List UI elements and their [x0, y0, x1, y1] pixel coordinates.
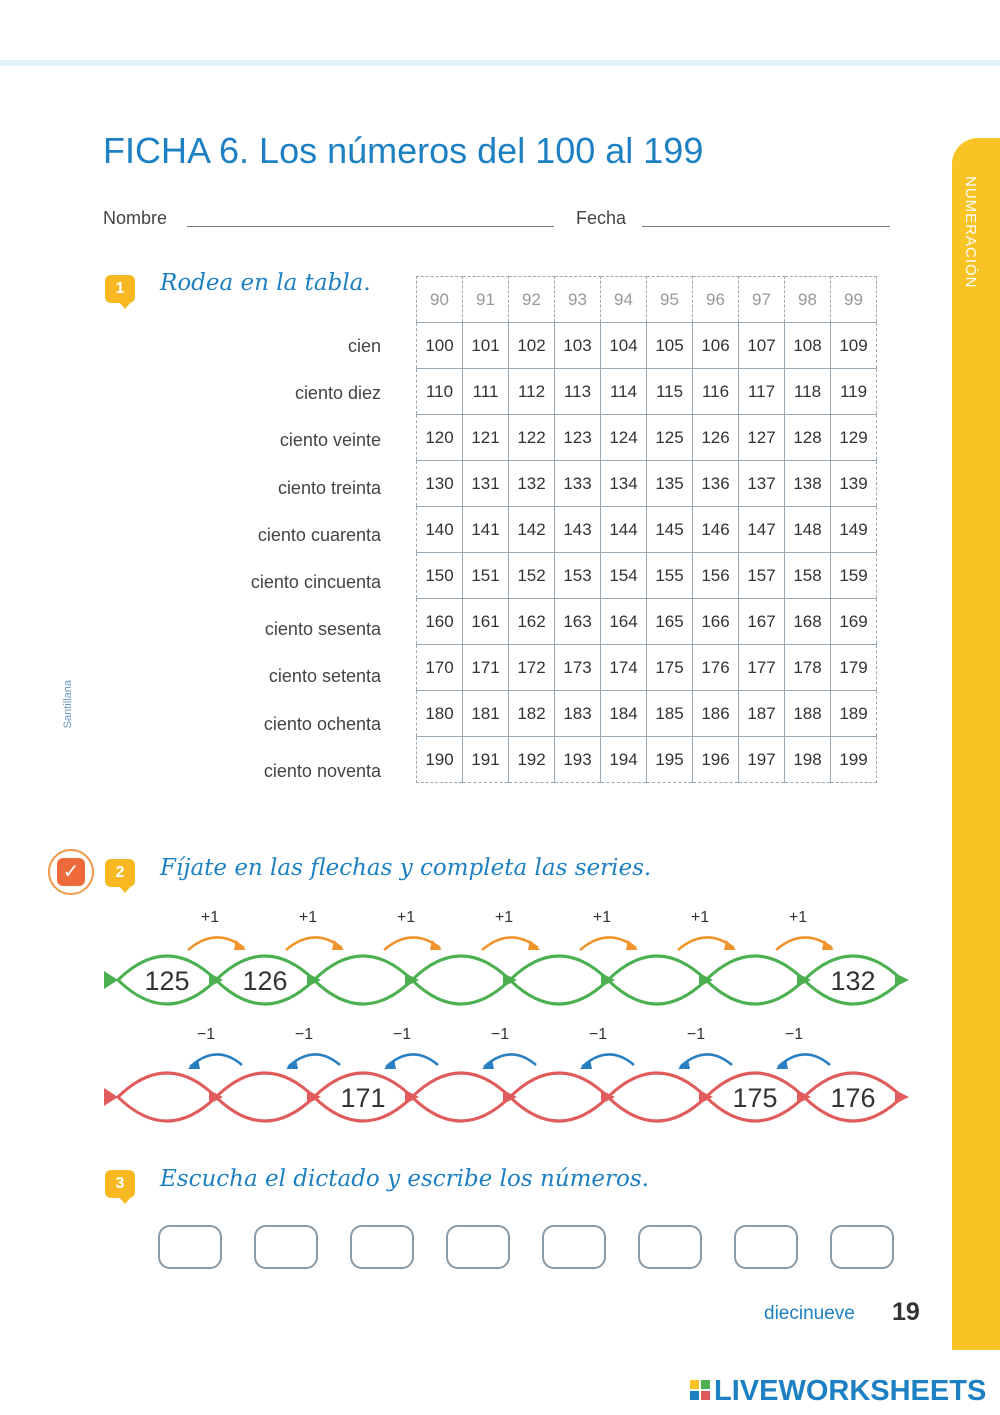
table-cell[interactable]: 140 — [417, 507, 463, 553]
table-row — [417, 369, 877, 415]
footer-page-number: 19 — [892, 1298, 920, 1326]
table-cell[interactable]: 107 — [739, 323, 785, 369]
table-row — [417, 461, 877, 507]
table-cell[interactable]: 149 — [831, 507, 877, 553]
green-series-lens — [412, 956, 510, 1004]
table-cell[interactable]: 100 — [417, 323, 463, 369]
table-cell[interactable]: 144 — [601, 507, 647, 553]
answer-input[interactable] — [830, 1225, 894, 1269]
answer-input[interactable] — [542, 1225, 606, 1269]
table-cell[interactable]: 196 — [693, 737, 739, 783]
table-cell[interactable]: 93 — [555, 277, 601, 323]
red-series-lens — [412, 1073, 510, 1121]
table-cell[interactable]: 153 — [555, 553, 601, 599]
table-cell[interactable]: 166 — [693, 599, 739, 645]
red-series-arrowhead-icon — [286, 1059, 298, 1069]
table-cell[interactable]: 106 — [693, 323, 739, 369]
side-tab — [952, 138, 1000, 1350]
table-cell[interactable]: 135 — [647, 461, 693, 507]
table-cell[interactable]: 131 — [463, 461, 509, 507]
table-cell[interactable]: 169 — [831, 599, 877, 645]
table-cell[interactable]: 175 — [647, 645, 693, 691]
table-cell[interactable]: 146 — [693, 507, 739, 553]
table-cell[interactable]: 195 — [647, 737, 693, 783]
answer-input[interactable] — [446, 1225, 510, 1269]
table-cell[interactable]: 171 — [463, 645, 509, 691]
table-cell[interactable]: 101 — [463, 323, 509, 369]
red-series-step-label: −1 — [588, 1026, 608, 1043]
table-cell[interactable]: 133 — [555, 461, 601, 507]
table-cell[interactable]: 99 — [831, 277, 877, 323]
row-label: ciento treinta — [277, 477, 381, 498]
green-series-lens — [608, 956, 706, 1004]
table-cell[interactable]: 163 — [555, 599, 601, 645]
green-series-arrowhead-icon — [822, 940, 834, 950]
table-cell[interactable]: 197 — [739, 737, 785, 783]
row-label: ciento cuarenta — [257, 524, 381, 545]
table-row — [417, 553, 877, 599]
table-cell[interactable]: 158 — [785, 553, 831, 599]
table-row — [417, 323, 877, 369]
table-cell[interactable]: 121 — [463, 415, 509, 461]
table-cell[interactable]: 128 — [785, 415, 831, 461]
green-series-value[interactable]: 126 — [242, 966, 288, 996]
table-cell[interactable]: 154 — [601, 553, 647, 599]
red-series-value[interactable]: 176 — [830, 1083, 876, 1113]
table-cell[interactable]: 132 — [509, 461, 555, 507]
green-series-step-label: +1 — [396, 909, 416, 926]
row-label: ciento sesenta — [264, 619, 381, 640]
table-row — [417, 737, 877, 783]
table-cell[interactable]: 191 — [463, 737, 509, 783]
green-series-end-marker — [895, 973, 909, 987]
answer-input[interactable] — [350, 1225, 414, 1269]
exercise-3-badge: 3 — [105, 1170, 135, 1198]
table-cell[interactable]: 127 — [739, 415, 785, 461]
table-cell[interactable]: 138 — [785, 461, 831, 507]
table-cell[interactable]: 90 — [417, 277, 463, 323]
table-cell[interactable]: 184 — [601, 691, 647, 737]
table-cell[interactable]: 179 — [831, 645, 877, 691]
red-series-step-label: −1 — [490, 1026, 510, 1043]
table-row — [417, 645, 877, 691]
table-cell[interactable]: 148 — [785, 507, 831, 553]
answer-input[interactable] — [638, 1225, 702, 1269]
red-series-step-label: −1 — [392, 1026, 412, 1043]
liveworksheets-watermark: LIVEWORKSHEETS — [714, 1375, 987, 1407]
number-table — [416, 276, 877, 783]
table-cell[interactable]: 198 — [785, 737, 831, 783]
table-cell[interactable]: 141 — [463, 507, 509, 553]
self-check-badge — [48, 849, 94, 895]
answer-input[interactable] — [158, 1225, 222, 1269]
table-cell[interactable]: 130 — [417, 461, 463, 507]
table-cell[interactable]: 118 — [785, 369, 831, 415]
table-cell[interactable]: 111 — [463, 369, 509, 415]
top-band — [0, 60, 1000, 66]
table-cell[interactable]: 176 — [693, 645, 739, 691]
red-series-arrowhead-icon — [384, 1059, 396, 1069]
green-series-arrowhead-icon — [332, 940, 344, 950]
red-series-arrowhead-icon — [678, 1059, 690, 1069]
red-series-lens — [118, 1073, 216, 1121]
exercise-2-instruction: Fíjate en las flechas y completa las series. — [160, 855, 652, 881]
red-series-step-label: −1 — [294, 1026, 314, 1043]
green-series-step-label: +1 — [788, 909, 808, 926]
green-series-lens — [510, 956, 608, 1004]
table-cell[interactable]: 124 — [601, 415, 647, 461]
footer-page-word: diecinueve — [764, 1303, 855, 1324]
answer-input[interactable] — [734, 1225, 798, 1269]
table-cell[interactable]: 164 — [601, 599, 647, 645]
table-cell[interactable]: 168 — [785, 599, 831, 645]
table-cell[interactable]: 103 — [555, 323, 601, 369]
name-field[interactable] — [187, 226, 554, 227]
table-cell[interactable]: 173 — [555, 645, 601, 691]
red-series-lens — [216, 1073, 314, 1121]
table-cell[interactable]: 115 — [647, 369, 693, 415]
red-series-arrowhead-icon — [580, 1059, 592, 1069]
table-cell[interactable]: 95 — [647, 277, 693, 323]
red-series-lens — [608, 1073, 706, 1121]
table-cell[interactable]: 178 — [785, 645, 831, 691]
table-cell[interactable]: 159 — [831, 553, 877, 599]
answer-input[interactable] — [254, 1225, 318, 1269]
table-cell[interactable]: 167 — [739, 599, 785, 645]
table-row — [417, 691, 877, 737]
table-cell[interactable]: 165 — [647, 599, 693, 645]
table-cell[interactable]: 193 — [555, 737, 601, 783]
row-label: ciento cincuenta — [250, 572, 381, 592]
exercise-3-instruction: Escucha el dictado y escribe los números. — [160, 1166, 649, 1192]
exercise-1-instruction: Rodea en la tabla. — [160, 270, 371, 296]
table-cell[interactable]: 129 — [831, 415, 877, 461]
table-cell[interactable]: 188 — [785, 691, 831, 737]
row-label: ciento diez — [294, 383, 381, 404]
green-series-value[interactable]: 125 — [144, 966, 190, 996]
table-cell[interactable]: 139 — [831, 461, 877, 507]
table-cell[interactable]: 156 — [693, 553, 739, 599]
table-cell[interactable]: 187 — [739, 691, 785, 737]
table-cell[interactable]: 172 — [509, 645, 555, 691]
red-series-lens — [510, 1073, 608, 1121]
table-cell[interactable]: 116 — [693, 369, 739, 415]
red-series-step-label: −1 — [196, 1026, 216, 1043]
green-series-arrowhead-icon — [234, 940, 246, 950]
row-label: ciento setenta — [268, 666, 381, 687]
red-series-arrowhead-icon — [776, 1059, 788, 1069]
green-series-arrowhead-icon — [528, 940, 540, 950]
table-cell[interactable]: 182 — [509, 691, 555, 737]
table-cell[interactable]: 194 — [601, 737, 647, 783]
table-cell[interactable]: 134 — [601, 461, 647, 507]
red-series-end-marker — [895, 1090, 909, 1104]
green-series-arrowhead-icon — [724, 940, 736, 950]
table-row — [417, 507, 877, 553]
exercise-2-badge: 2 — [105, 859, 135, 887]
green-series-step-label: +1 — [298, 909, 318, 926]
table-cell[interactable]: 160 — [417, 599, 463, 645]
red-series-arrowhead-icon — [188, 1059, 200, 1069]
table-cell[interactable]: 123 — [555, 415, 601, 461]
table-cell[interactable]: 112 — [509, 369, 555, 415]
table-cell[interactable]: 104 — [601, 323, 647, 369]
red-series-value[interactable]: 171 — [340, 1083, 386, 1113]
table-cell[interactable]: 161 — [463, 599, 509, 645]
table-cell[interactable]: 96 — [693, 277, 739, 323]
red-series-value[interactable]: 175 — [732, 1083, 778, 1113]
red-series-step-label: −1 — [784, 1026, 804, 1043]
table-cell[interactable]: 174 — [601, 645, 647, 691]
table-cell[interactable]: 183 — [555, 691, 601, 737]
table-cell[interactable]: 180 — [417, 691, 463, 737]
table-cell[interactable]: 152 — [509, 553, 555, 599]
green-series-lens — [706, 956, 804, 1004]
table-cell[interactable]: 110 — [417, 369, 463, 415]
table-cell[interactable]: 92 — [509, 277, 555, 323]
table-cell[interactable]: 114 — [601, 369, 647, 415]
table-cell[interactable]: 102 — [509, 323, 555, 369]
table-cell[interactable]: 94 — [601, 277, 647, 323]
publisher-label: Santillana — [62, 680, 74, 729]
liveworksheets-logo-icon — [690, 1380, 710, 1400]
table-cell[interactable]: 113 — [555, 369, 601, 415]
green-series-step-label: +1 — [690, 909, 710, 926]
green-series-step-label: +1 — [592, 909, 612, 926]
table-cell[interactable]: 122 — [509, 415, 555, 461]
table-cell[interactable]: 108 — [785, 323, 831, 369]
table-cell[interactable]: 119 — [831, 369, 877, 415]
table-cell[interactable]: 142 — [509, 507, 555, 553]
table-row — [417, 277, 877, 323]
red-series-arrowhead-icon — [482, 1059, 494, 1069]
exercise-1-badge: 1 — [105, 275, 135, 303]
series-chains — [0, 900, 940, 1130]
table-cell[interactable]: 177 — [739, 645, 785, 691]
row-label: ciento veinte — [279, 430, 381, 451]
red-series-step-label: −1 — [686, 1026, 706, 1043]
table-cell[interactable]: 143 — [555, 507, 601, 553]
green-series-step-label: +1 — [200, 909, 220, 926]
table-cell[interactable]: 189 — [831, 691, 877, 737]
table-cell[interactable]: 147 — [739, 507, 785, 553]
table-cell[interactable]: 170 — [417, 645, 463, 691]
table-cell[interactable]: 105 — [647, 323, 693, 369]
table-cell[interactable]: 145 — [647, 507, 693, 553]
table-cell[interactable]: 157 — [739, 553, 785, 599]
date-label: Fecha — [576, 208, 627, 228]
table-cell[interactable]: 185 — [647, 691, 693, 737]
table-cell[interactable]: 155 — [647, 553, 693, 599]
table-cell[interactable]: 150 — [417, 553, 463, 599]
table-cell[interactable]: 126 — [693, 415, 739, 461]
green-series-value[interactable]: 132 — [830, 966, 876, 996]
green-series-arrowhead-icon — [626, 940, 638, 950]
table-cell[interactable]: 117 — [739, 369, 785, 415]
table-cell[interactable]: 192 — [509, 737, 555, 783]
row-label: cien — [347, 336, 381, 356]
check-icon: ✓ — [57, 858, 85, 886]
table-cell[interactable]: 125 — [647, 415, 693, 461]
name-label: Nombre — [103, 208, 168, 228]
green-series-arrowhead-icon — [430, 940, 442, 950]
table-row — [417, 599, 877, 645]
table-cell[interactable]: 136 — [693, 461, 739, 507]
table-cell[interactable]: 137 — [739, 461, 785, 507]
table-cell[interactable]: 97 — [739, 277, 785, 323]
green-series-step-label: +1 — [494, 909, 514, 926]
table-cell[interactable]: 199 — [831, 737, 877, 783]
side-tab-label: NUMERACIÓN — [962, 176, 979, 289]
table-cell[interactable]: 98 — [785, 277, 831, 323]
row-label: ciento noventa — [263, 760, 381, 781]
date-field[interactable] — [642, 226, 890, 227]
page-title: FICHA 6. Los números del 100 al 199 — [103, 130, 704, 171]
table-cell[interactable]: 190 — [417, 737, 463, 783]
table-cell[interactable]: 181 — [463, 691, 509, 737]
table-cell[interactable]: 151 — [463, 553, 509, 599]
table-cell[interactable]: 186 — [693, 691, 739, 737]
table-cell[interactable]: 120 — [417, 415, 463, 461]
table-cell[interactable]: 91 — [463, 277, 509, 323]
row-label: ciento ochenta — [263, 713, 381, 734]
table-cell[interactable]: 162 — [509, 599, 555, 645]
green-series-lens — [314, 956, 412, 1004]
table-row — [417, 415, 877, 461]
table-cell[interactable]: 109 — [831, 323, 877, 369]
